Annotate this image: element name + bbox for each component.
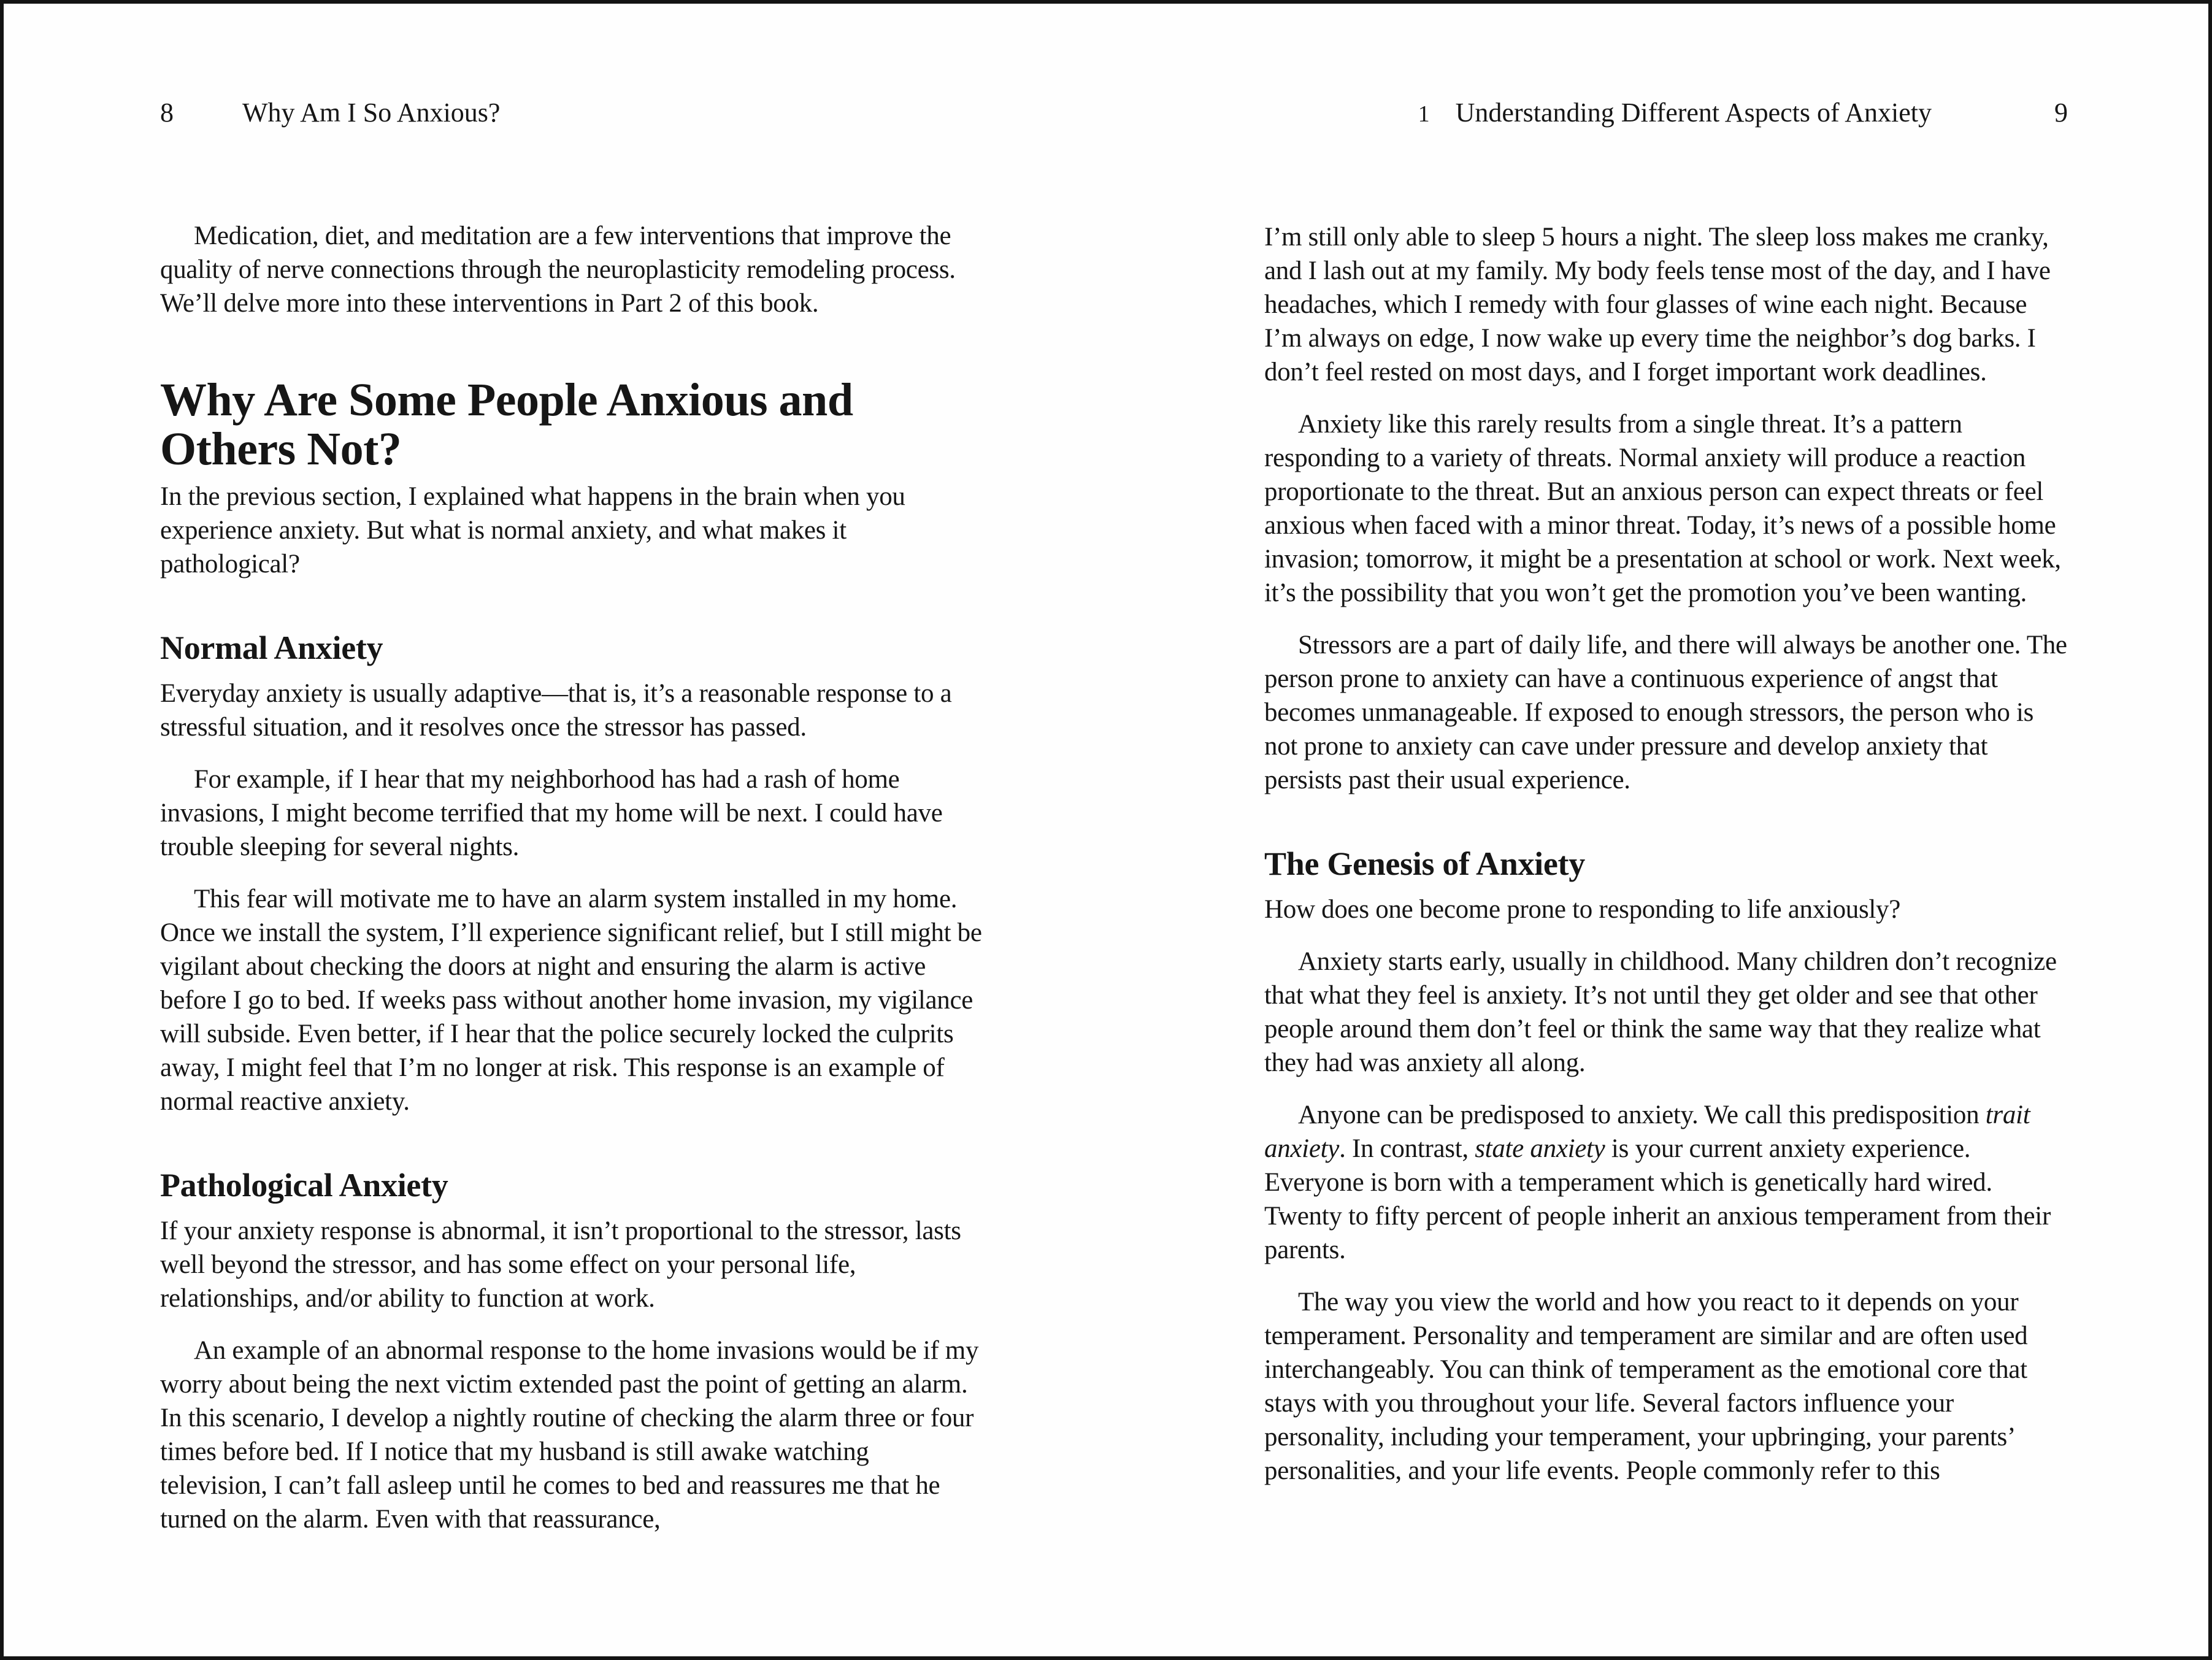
paragraph-intro: Medication, diet, and meditation are a few interventions that improve the quality of nerve connections through the neuroplasticity remodeling process. We’ll delve more into these interventions in Part 2 of this book.	[160, 221, 956, 318]
paragraph: Stressors are a part of daily life, and there will always be another one. The person prone to anxiety can have a continuous experience of angst that becomes unmanageable. If exposed to enough stressors, the person who is not prone to anxiety can cave under pressure and develop anxiety that persists past their usual experience.	[1264, 631, 2067, 794]
text-run: is your current anxiety experience. Everyone is born with a temperament which is genetically hard wired. Twenty to fifty percent of people inherit an anxious temperament from their parents.	[1264, 1134, 2051, 1264]
right-page-number: 9	[2054, 98, 2068, 128]
right-running-header	[1264, 96, 2068, 131]
right-running-head: Understanding Different Aspects of Anxiety	[1455, 98, 1932, 128]
paragraph-lead: How does one become prone to responding to life anxiously?	[1264, 895, 1901, 924]
chapter-number: 1	[1418, 101, 1430, 127]
text-run: . In contrast,	[1339, 1134, 1475, 1163]
italic-term-trait-anxiety: trait anxiety	[1264, 1101, 2030, 1163]
paragraph: This fear will motivate me to have an alarm system installed in my home. Once we install the system, I’ll experience significant relief, but I still might be vigilant about checking the doors at night and ensuring the alarm is active before I go to bed. If weeks pass without another home invasion, my vigilance will subside. Even better, if I hear that the police securely locked the culprits away, I might feel that I’m no longer at risk. This response is an example of normal reactive anxiety.	[160, 885, 982, 1116]
section-heading-line-1: Why Are Some People Anxious and	[160, 374, 853, 426]
subheading-genesis-of-anxiety: The Genesis of Anxiety	[1264, 845, 1585, 882]
page-left	[160, 96, 982, 1554]
paragraph: For example, if I hear that my neighborhood has had a rash of home invasions, I might become terrified that my home will be next. I could have trouble sleeping for several nights.	[160, 765, 943, 861]
left-running-header	[160, 96, 982, 130]
left-running-head: Why Am I So Anxious?	[242, 98, 501, 128]
subheading-normal-anxiety: Normal Anxiety	[160, 629, 383, 666]
section-heading-line-2: Others Not?	[160, 423, 402, 475]
right-body-text	[1264, 220, 2068, 1488]
left-body-text	[160, 219, 982, 1536]
paragraph: If your anxiety response is abnormal, it isn’t proportional to the stressor, lasts well beyond the stressor, and has some effect on your personal life, relationships, and/or ability to function at work.	[160, 1216, 961, 1313]
paragraph-continuation: I’m still only able to sleep 5 hours a night. The sleep loss makes me cranky, and I lash out at my family. My body feels tense most of the day, and I have headaches, which I remedy with four glasses of wine each night. Because I’m always on edge, I now wake up every time the neighbor’s dog barks. I don’t feel rested on most days, and I forget important work deadlines.	[1264, 223, 2051, 386]
page-right	[1264, 96, 2068, 1506]
subheading-pathological-anxiety: Pathological Anxiety	[160, 1167, 448, 1204]
left-page-number: 8	[160, 98, 174, 128]
paragraph: Everyday anxiety is usually adaptive—that is, it’s a reasonable response to a stressful situation, and it resolves once the stressor has passed.	[160, 679, 952, 742]
paragraph: Anxiety starts early, usually in childhood. Many children don’t recognize that what they feel is anxiety. It’s not until they get older and see that other people around them don’t feel or think the same way that they realize what they had was anxiety all along.	[1264, 947, 2057, 1077]
italic-term-state-anxiety: state anxiety	[1475, 1134, 1605, 1163]
paragraph-section-intro: In the previous section, I explained what happens in the brain when you experience anxiety. But what is normal anxiety, and what makes it pathological?	[160, 482, 905, 578]
paragraph: The way you view the world and how you react to it depends on your temperament. Personality and temperament are similar and are often used interchangeably. You can think of temperament as the emotional core that stays with you throughout your life. Several factors influence your personality, including your temperament, your upbringing, your parents’ personalities, and your life events. People commonly refer to this	[1264, 1288, 2028, 1485]
paragraph-predisposition	[1264, 1098, 2068, 1267]
text-run: Anyone can be predisposed to anxiety. We call this predisposition	[1298, 1101, 1986, 1129]
paragraph: An example of an abnormal response to the home invasions would be if my worry about being the next victim extended past the point of getting an alarm. In this scenario, I develop a nightly routine of checking the alarm three or four times before bed. If I notice that my husband is still awake watching television, I can’t fall asleep until he comes to bed and reassures me that he turned on the alarm. Even with that reassurance,	[160, 1336, 979, 1534]
paragraph: Anxiety like this rarely results from a single threat. It’s a pattern responding to a variety of threats. Normal anxiety will produce a reaction proportionate to the threat. But an anxious person can expect threats or feel anxious when faced with a minor threat. Today, it’s news of a possible home invasion; tomorrow, it might be a presentation at school or work. Next week, it’s the possibility that you won’t get the promotion you’ve been wanting.	[1264, 410, 2061, 607]
section-heading	[160, 375, 982, 474]
